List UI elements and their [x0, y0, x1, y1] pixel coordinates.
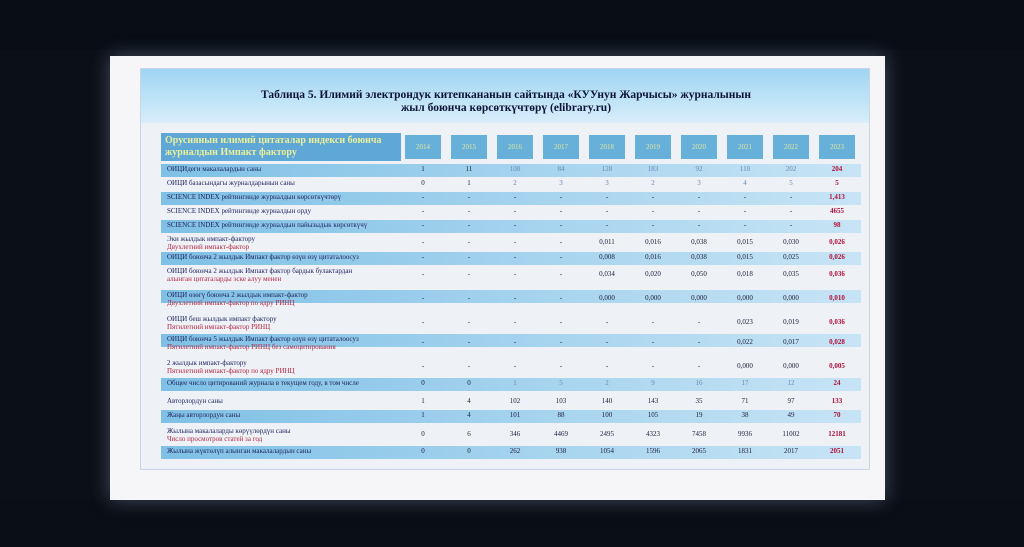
row-sublabel: Пятилетний импакт-фактор по ядру РИНЦ	[167, 367, 295, 375]
table-cell: 100	[601, 411, 613, 419]
table-cell: 108	[509, 165, 521, 173]
table-cell: -	[789, 221, 793, 229]
row-sublabel: Двухлетний импакт-фактор по ядру РИНЦ	[167, 299, 295, 307]
table-cell: 4	[743, 179, 747, 187]
row-label: Эки жылдык импакт-фактору	[167, 235, 256, 243]
table-cell: 2	[651, 179, 655, 187]
room-background-bottom	[0, 500, 1024, 547]
table-cell: -	[513, 238, 517, 246]
table-cell: 0,018	[737, 270, 753, 278]
year-header-2017: 2017	[543, 135, 579, 159]
year-header-2016: 2016	[497, 135, 533, 159]
table-cell: -	[697, 362, 701, 370]
table-cell: 2	[513, 179, 517, 187]
table-cell: -	[605, 318, 609, 326]
table-cell: -	[743, 207, 747, 215]
year-header-2018: 2018	[589, 135, 625, 159]
table-cell: 0,022	[737, 338, 753, 346]
table-cell: 262	[509, 447, 521, 455]
table-cell: -	[605, 207, 609, 215]
table-cell: -	[513, 338, 517, 346]
table-cell: -	[421, 338, 425, 346]
table-cell: 1	[421, 411, 425, 419]
table-cell: -	[743, 193, 747, 201]
table-cell: 133	[831, 397, 843, 405]
table-cell: 1	[421, 165, 425, 173]
table-cell: 5	[559, 379, 563, 387]
row-label: ОИЦИ боюнча 2 жылдык Импакт фактор бардык булактардан	[167, 267, 353, 275]
table-cell: 2017	[784, 447, 798, 455]
row-label: SCIENCE INDEX рейтингинде журналдын пайызыдык көрсөткүчү	[167, 221, 368, 229]
table-cell: 16	[695, 379, 703, 387]
table-cell: -	[467, 238, 471, 246]
table-cell: 105	[647, 411, 659, 419]
table-cell: -	[513, 253, 517, 261]
slide-title	[161, 89, 851, 115]
table-cell: 11	[465, 165, 473, 173]
table-cell: -	[421, 318, 425, 326]
table-cell: -	[421, 238, 425, 246]
table-cell: 49	[787, 411, 795, 419]
table-cell: 128	[601, 165, 613, 173]
table-cell: 0	[421, 179, 425, 187]
table-cell: -	[421, 207, 425, 215]
year-header-2014: 2014	[405, 135, 441, 159]
table-cell: 0,035	[783, 270, 799, 278]
table-cell: 88	[557, 411, 565, 419]
table-cell: 92	[695, 165, 703, 173]
table-cell: -	[743, 221, 747, 229]
table-cell: 938	[555, 447, 567, 455]
table-cell: -	[513, 362, 517, 370]
table-cell: 0,028	[829, 338, 845, 346]
table-cell: -	[421, 193, 425, 201]
year-header-2023: 2023	[819, 135, 855, 159]
table-cell: 0,015	[737, 253, 753, 261]
table-cell: 204	[831, 165, 843, 173]
table-cell: 2495	[600, 430, 614, 438]
table-cell: -	[513, 318, 517, 326]
table-cell: -	[559, 253, 563, 261]
table-cell: 12	[787, 379, 795, 387]
table-cell: 4	[467, 397, 471, 405]
table-cell: 0,023	[737, 318, 753, 326]
table-cell: 2051	[830, 447, 844, 455]
row-sublabel: Пятилетний импакт-фактор РИНЦ	[167, 323, 271, 331]
title-line-1: Таблица 5. Илимий электрондук китепкананын сайтында «КУУнун Жарчысы» журналынын	[260, 89, 752, 101]
table-cell: 0,020	[645, 270, 661, 278]
table-cell: -	[559, 294, 563, 302]
row-label: ОИЦИ өзөгү боюнча 2 жылдык импакт-фактор	[167, 291, 308, 299]
table-cell: -	[789, 207, 793, 215]
table-cell: -	[651, 362, 655, 370]
table-cell: 110	[739, 165, 751, 173]
row-label: Жаңы авторлордун саны	[167, 411, 241, 419]
table-cell: 183	[647, 165, 659, 173]
table-cell: 0,000	[691, 294, 707, 302]
table-cell: -	[559, 221, 563, 229]
table-cell: 24	[833, 379, 841, 387]
table-cell: -	[651, 221, 655, 229]
table-cell: -	[559, 207, 563, 215]
row-label: ОИЦИ боюнча 2 жылдык Импакт фактор өзүн өзү цитаталоосуз	[167, 253, 359, 261]
table-cell: 0,034	[599, 270, 615, 278]
table-cell: 0,010	[829, 294, 845, 302]
table-cell: -	[467, 270, 471, 278]
table-cell: 0	[467, 379, 471, 387]
table-cell: 2065	[692, 447, 706, 455]
table-cell: -	[513, 294, 517, 302]
table-cell: 0,026	[829, 253, 845, 261]
table-cell: 0,000	[737, 294, 753, 302]
table-cell: 140	[601, 397, 613, 405]
table-cell: 0,000	[645, 294, 661, 302]
room-background-top	[0, 0, 1024, 50]
table-cell: -	[559, 338, 563, 346]
title-line-2: жыл боюнча көрсөткүчтөрү (elibrary.ru)	[400, 102, 612, 114]
table-cell: -	[605, 221, 609, 229]
year-header-2015: 2015	[451, 135, 487, 159]
table-cell: -	[421, 253, 425, 261]
table-cell: 0,000	[599, 294, 615, 302]
table-cell: -	[559, 193, 563, 201]
table-cell: 0,017	[783, 338, 799, 346]
table-cell: 0,016	[645, 253, 661, 261]
table-cell: -	[467, 362, 471, 370]
table-cell: -	[605, 193, 609, 201]
table-cell: 7458	[692, 430, 706, 438]
table-cell: -	[559, 362, 563, 370]
table-cell: 101	[509, 411, 521, 419]
table-cell: 4469	[554, 430, 568, 438]
row-label: ОИЦИдеги макалалардын саны	[167, 165, 262, 173]
table-cell: 0,036	[829, 270, 845, 278]
row-sublabel: Двухлетний импакт-фактор	[167, 243, 250, 251]
table-cell: 1	[421, 397, 425, 405]
table-cell: 0,000	[783, 294, 799, 302]
table-cell: -	[513, 221, 517, 229]
table-cell: 1596	[646, 447, 660, 455]
table-cell: -	[467, 294, 471, 302]
table-cell: 11002	[782, 430, 800, 438]
table-cell: -	[467, 318, 471, 326]
table-cell: 84	[557, 165, 565, 173]
table-cell: 0	[421, 430, 425, 438]
table-cell: 0,011	[599, 238, 615, 246]
table-cell: -	[697, 221, 701, 229]
table-cell: 97	[787, 397, 795, 405]
table-cell: -	[421, 221, 425, 229]
table-cell: 3	[559, 179, 563, 187]
table-cell: 0,036	[829, 318, 845, 326]
row-label: Авторлордун саны	[167, 397, 223, 405]
table-cell: 6	[467, 430, 471, 438]
table-cell: -	[559, 270, 563, 278]
table-cell: -	[697, 193, 701, 201]
table-cell: -	[467, 338, 471, 346]
table-cell: 202	[785, 165, 797, 173]
table-cell: 5	[789, 179, 793, 187]
table-cell: 3	[697, 179, 701, 187]
table-cell: -	[559, 238, 563, 246]
year-header-2020: 2020	[681, 135, 717, 159]
table-cell: 70	[833, 411, 841, 419]
table-cell: 103	[555, 397, 567, 405]
table-cell: 12181	[828, 430, 846, 438]
table-cell: -	[513, 207, 517, 215]
year-header-2021: 2021	[727, 135, 763, 159]
table-cell: 0,016	[645, 238, 661, 246]
table-cell: -	[513, 270, 517, 278]
table-cell: 0,030	[783, 238, 799, 246]
row-label: Жылына макалаларды көрүүлөрдүн саны	[167, 427, 291, 435]
table-cell: 35	[695, 397, 703, 405]
table-cell: -	[513, 193, 517, 201]
table-cell: -	[467, 253, 471, 261]
row-label: Общее число цитирований журнала в текущем году, в том числе	[167, 379, 359, 387]
table-cell: 0,019	[783, 318, 799, 326]
table-cell: 0,026	[829, 238, 845, 246]
table-cell: -	[651, 338, 655, 346]
table-cell: -	[421, 294, 425, 302]
table-cell: 38	[741, 411, 749, 419]
slide-panel	[140, 68, 870, 470]
table-cell: 19	[695, 411, 703, 419]
table-cell: 4323	[646, 430, 660, 438]
table-cell: 143	[647, 397, 659, 405]
table-header-label: Орусиянын илимий цитаталар индекси боюнча журналдын Импакт фактору	[161, 133, 401, 161]
table-cell: 4	[467, 411, 471, 419]
table-cell: 0	[467, 447, 471, 455]
table-cell: 2	[605, 379, 609, 387]
table-cell: -	[789, 193, 793, 201]
table-cell: -	[559, 318, 563, 326]
table-cell: 1	[513, 379, 517, 387]
table-cell: 102	[509, 397, 521, 405]
table-cell: 0,000	[737, 362, 753, 370]
table-cell: -	[605, 338, 609, 346]
table-cell: 9	[651, 379, 655, 387]
row-label: 2 жылдык импакт-фактору	[167, 359, 247, 367]
table-cell: 0,038	[691, 253, 707, 261]
table-cell: 4655	[830, 207, 844, 215]
table-cell: 0,025	[783, 253, 799, 261]
table-cell: -	[651, 207, 655, 215]
row-sublabel: Пятилетний импакт-фактор РИНЦ без самоцитирования	[167, 343, 336, 351]
table-cell: 98	[833, 221, 841, 229]
row-label: Жылына жүктөлүп алынган макалалардын саны	[167, 447, 312, 455]
table-cell: -	[651, 193, 655, 201]
row-sublabel: алынган цитаталарды эске алуу менен	[167, 275, 282, 283]
table-cell: 0	[421, 447, 425, 455]
table-cell: 1	[467, 179, 471, 187]
table-cell: -	[697, 207, 701, 215]
year-header-2019: 2019	[635, 135, 671, 159]
table-cell: 17	[741, 379, 749, 387]
year-header-2022: 2022	[773, 135, 809, 159]
table-cell: -	[467, 221, 471, 229]
row-label: ОИЦИ базасындагы журналдарынын саны	[167, 179, 295, 187]
table-cell: -	[605, 362, 609, 370]
row-label: SCIENCE INDEX рейтингинде журналдын көрсөткүчтөрү	[167, 193, 342, 201]
row-sublabel: Число просмотров статей за год	[167, 435, 263, 443]
table-cell: 0,000	[783, 362, 799, 370]
table-cell: 0,008	[599, 253, 615, 261]
table-cell: -	[651, 318, 655, 326]
table-cell: 9936	[738, 430, 752, 438]
table-cell: 0,015	[737, 238, 753, 246]
table-cell: -	[467, 193, 471, 201]
table-cell: -	[467, 207, 471, 215]
projection-screen	[110, 56, 885, 500]
table-cell: 1054	[600, 447, 614, 455]
table-cell: 1831	[738, 447, 752, 455]
table-cell: 0	[421, 379, 425, 387]
table-cell: -	[697, 318, 701, 326]
table-cell: -	[697, 338, 701, 346]
row-label: ОИЦИ боюнча 5 жылдык Импакт фактор өзүн өзү цитаталоосуз	[167, 335, 359, 343]
row-label: SCIENCE INDEX рейтингинде журналдын орду	[167, 207, 312, 215]
table-cell: 71	[741, 397, 749, 405]
table-cell: 3	[605, 179, 609, 187]
table-cell: 1,413	[829, 193, 845, 201]
row-label: ОИЦИ беш жылдык импакт фактору	[167, 315, 277, 323]
table-cell: 5	[835, 179, 839, 187]
table-cell: 0,038	[691, 238, 707, 246]
table-cell: -	[421, 270, 425, 278]
table-cell: -	[421, 362, 425, 370]
table-cell: 346	[509, 430, 521, 438]
table-cell: 0,050	[691, 270, 707, 278]
table-cell: 0,005	[829, 362, 845, 370]
